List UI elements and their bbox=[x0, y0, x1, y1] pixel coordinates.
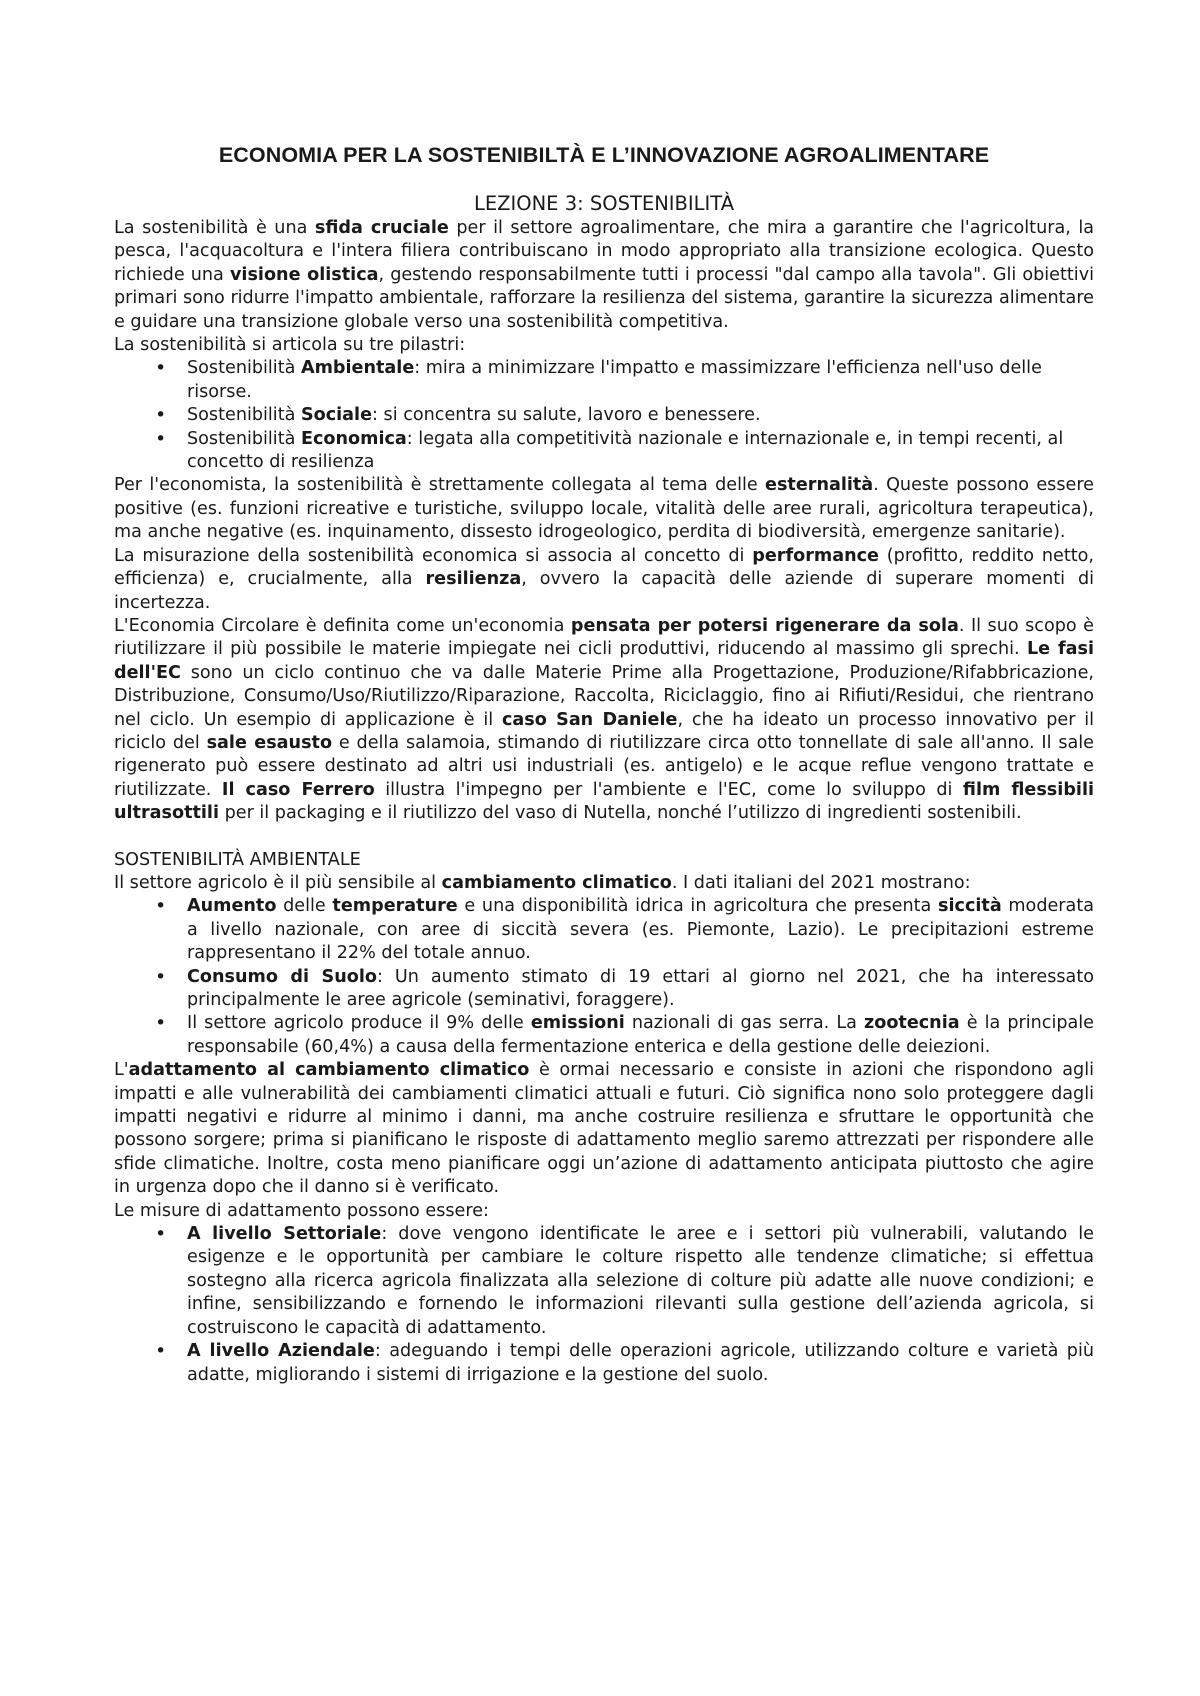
section-heading-environmental: SOSTENIBILITÀ AMBIENTALE bbox=[114, 849, 361, 870]
list-item: • A livello Settoriale: dove vengono identificate le aree e i settori più vulnerabili, valutando le esigenze e le opportunità per cambiare le colture rispetto alle tendenze climatiche; si effettua sostegno alla ricerca agricola finalizzata alla selezione di colture più adatte alle nuove condizioni; e infine, sensibilizzando e fornendo le informazioni rilevanti sulla gestione dell’azienda agricola, si costruiscono le capacità di adattamento. bbox=[187, 1223, 1094, 1340]
list-item: • Il settore agricolo produce il 9% delle emissioni nazionali di gas serra. La zootecnia è la principale responsabile (60,4%) a causa della fermentazione enterica e della gestione delle deiezioni. bbox=[187, 1012, 1094, 1059]
pillars-list bbox=[114, 357, 1094, 474]
document-page bbox=[114, 140, 1094, 1387]
climate-data-list bbox=[114, 895, 1094, 1059]
measures-intro: Le misure di adattamento possono essere: bbox=[114, 1200, 489, 1221]
list-item: • A livello Aziendale: adeguando i tempi delle operazioni agricole, utilizzando colture e varietà più adatte, migliorando i sistemi di irrigazione e la gestione del suolo. bbox=[187, 1340, 1094, 1387]
list-item: • Sostenibilità Ambientale: mira a minimizzare l'impatto e massimizzare l'efficienza nell'uso delle risorse. bbox=[187, 357, 1094, 404]
adaptation-measures-list bbox=[114, 1223, 1094, 1387]
externalities-paragraph: Per l'economista, la sostenibilità è strettamente collegata al tema delle esternalità. Queste possono essere positive (es. funzioni ricreative e turistiche, sviluppo locale, vitalità delle aree rurali, agricoltura terapeutica), ma anche negative (es. inquinamento, dissesto idrogeologico, perdita di biodiversità, emergenze sanitarie). bbox=[114, 475, 1094, 543]
climate-paragraph: Il settore agricolo è il più sensibile al cambiamento climatico. I dati italiani del 2021 mostrano: bbox=[114, 872, 971, 893]
list-item: • Sostenibilità Sociale: si concentra su salute, lavoro e benessere. bbox=[187, 404, 1094, 427]
circular-economy-paragraph: L'Economia Circolare è definita come un'economia pensata per potersi rigenerare da sola. Il suo scopo è riutilizzare il più possibile le materie impiegate nei cicli produttivi, riducendo al massimo gli sprechi. Le fasi dell'EC sono un ciclo continuo che va dalle Materie Prime alla Progettazione, Produzione/Rifabbricazione, Distribuzione, Consumo/Uso/Riutilizzo/Riparazione, Raccolta, Riciclaggio, fino ai Rifiuti/Residui, che rientrano nel ciclo. Un esempio di applicazione è il caso San Daniele, che ha ideato un processo innovativo per il riciclo del sale esausto e della salamoia, stimando di riutilizzare circa otto tonnellate di sale all'anno. Il sale rigenerato può essere destinato ad altri usi industriali (es. antigelo) e le acque reflue vengono trattate e riutilizzate. Il caso Ferrero illustra l'impegno per l'ambiente e l'EC, come lo sviluppo di film flessibili ultrasottili per il packaging e il riutilizzo del vaso di Nutella, nonché l’utilizzo di ingredienti sostenibili. bbox=[114, 615, 1095, 824]
adaptation-paragraph: L'adattamento al cambiamento climatico è ormai necessario e consiste in azioni che rispondono agli impatti e alle vulnerabilità dei cambiamenti climatici attuali e futuri. Ciò significa nono solo proteggere dagli impatti negativi e ridurre al minimo i danni, ma anche costruire resilienza e sfruttare le opportunità che possono sorgere; prima si pianificano le risposte di adattamento meglio saremo attrezzati per rispondere alle sfide climatiche. Inoltre, costa meno pianificare oggi un’azione di adattamento anticipata piuttosto che agire in urgenza dopo che il danno si è verificato. bbox=[114, 1060, 1094, 1198]
lesson-title: LEZIONE 3: SOSTENIBILITÀ bbox=[473, 192, 735, 215]
list-item: • Consumo di Suolo: Un aumento stimato di 19 ettari al giorno nel 2021, che ha interessato principalmente le aree agricole (seminativi, foraggere). bbox=[187, 966, 1094, 1013]
list-item: • Aumento delle temperature e una disponibilità idrica in agricoltura che presenta siccità moderata a livello nazionale, con aree di siccità severa (es. Piemonte, Lazio). Le precipitazioni estreme rappresentano il 22% del totale annuo. bbox=[187, 895, 1094, 965]
intro-paragraph: La sostenibilità è una sfida cruciale per il settore agroalimentare, che mira a garantire che l'agricoltura, la pesca, l'acquacoltura e l'intera filiera contribuiscano in modo appropriato alla transizione ecologica. Questo richiede una visione olistica, gestendo responsabilmente tutti i processi "dal campo alla tavola". Gli obiettivi primari sono ridurre l'impatto ambientale, rafforzare la resilienza del sistema, garantire la sicurezza alimentare e guidare una transizione globale verso una sostenibilità competitiva. bbox=[114, 218, 1094, 332]
measurement-paragraph: La misurazione della sostenibilità economica si associa al concetto di performance (profitto, reddito netto, efficienza) e, crucialmente, alla resilienza, ovvero la capacità delle aziende di superare momenti di incertezza. bbox=[114, 545, 1094, 613]
list-item: • Sostenibilità Economica: legata alla competitività nazionale e internazionale e, in tempi recenti, al concetto di resilienza bbox=[187, 428, 1094, 475]
document-title: ECONOMIA PER LA SOSTENIBILTÀ E L’INNOVAZIONE AGROALIMENTARE bbox=[218, 143, 990, 167]
pillars-intro: La sostenibilità si articola su tre pilastri: bbox=[114, 335, 466, 356]
